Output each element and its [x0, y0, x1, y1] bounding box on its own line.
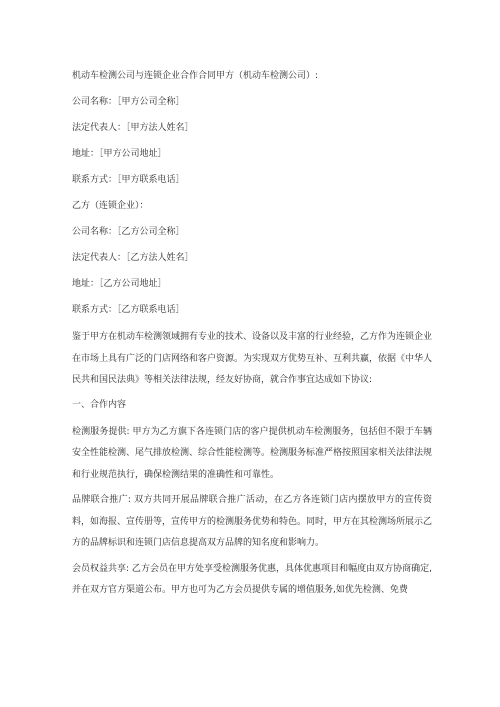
party-b-contact: 联系方式：［乙方联系电话］ [72, 305, 185, 315]
party-b-legal-rep: 法定代表人：［乙方法人姓名］ [72, 253, 194, 263]
clause-member-benefits: 会员权益共享: 乙方会员在甲方处享受检测服务优惠，具体优惠项目和幅度由双方协商确定,并在双方官方渠道公布。甲方也可为乙方会员提供专属的增值服务,如优先检测、免费 [72, 563, 432, 595]
contract-document [72, 67, 432, 606]
party-b-label: 乙方（连锁企业）： [72, 201, 149, 211]
party-a-address: 地址：［甲方公司地址］ [72, 149, 167, 159]
party-a-company-name: 公司名称：［甲方公司全称］ [72, 97, 185, 107]
clause-inspection-service: 检测服务提供: 甲方为乙方旗下各连锁门店的客户提供机动车检测服务，包括但不限于车辆安全性能检测、尾气排放检测、综合性能检测等。检测服务标准严格按照国家相关法律法规和行业规范执行，确保检测结果的准确性和可靠性。 [72, 426, 433, 480]
clause-brand-promotion: 品牌联合推广: 双方共同开展品牌联合推广活动，在乙方各连锁门店内摆放甲方的宣传资料，如海报、宣传册等，宣传甲方的检测服务优势和特色。同时，甲方在其检测场所展示乙方的品牌标识和连锁门店信息提高双方品牌的知名度和影响力。 [72, 495, 433, 548]
party-a-contact: 联系方式：［甲方联系电话］ [72, 175, 185, 185]
party-b-address: 地址：［乙方公司地址］ [72, 279, 167, 289]
preamble-paragraph: 鉴于甲方在机动车检测领域拥有专业的技术、设备以及丰富的行业经验，乙方作为连锁企业在市场上具有广泛的门店网络和客户资源。为实现双方优势互补、互利共赢，依据《中华人民共和国民法典》等相关法律法规，经友好协商，就合作事宜达成如下协议: [72, 332, 433, 385]
section-heading: 一、合作内容 [72, 399, 127, 410]
party-a-legal-rep: 法定代表人：［甲方法人姓名］ [72, 123, 194, 133]
contract-title: 机动车检测公司与连锁企业合作合同甲方（机动车检测公司）: [72, 71, 319, 81]
party-b-company-name: 公司名称：［乙方公司全称］ [72, 227, 185, 237]
